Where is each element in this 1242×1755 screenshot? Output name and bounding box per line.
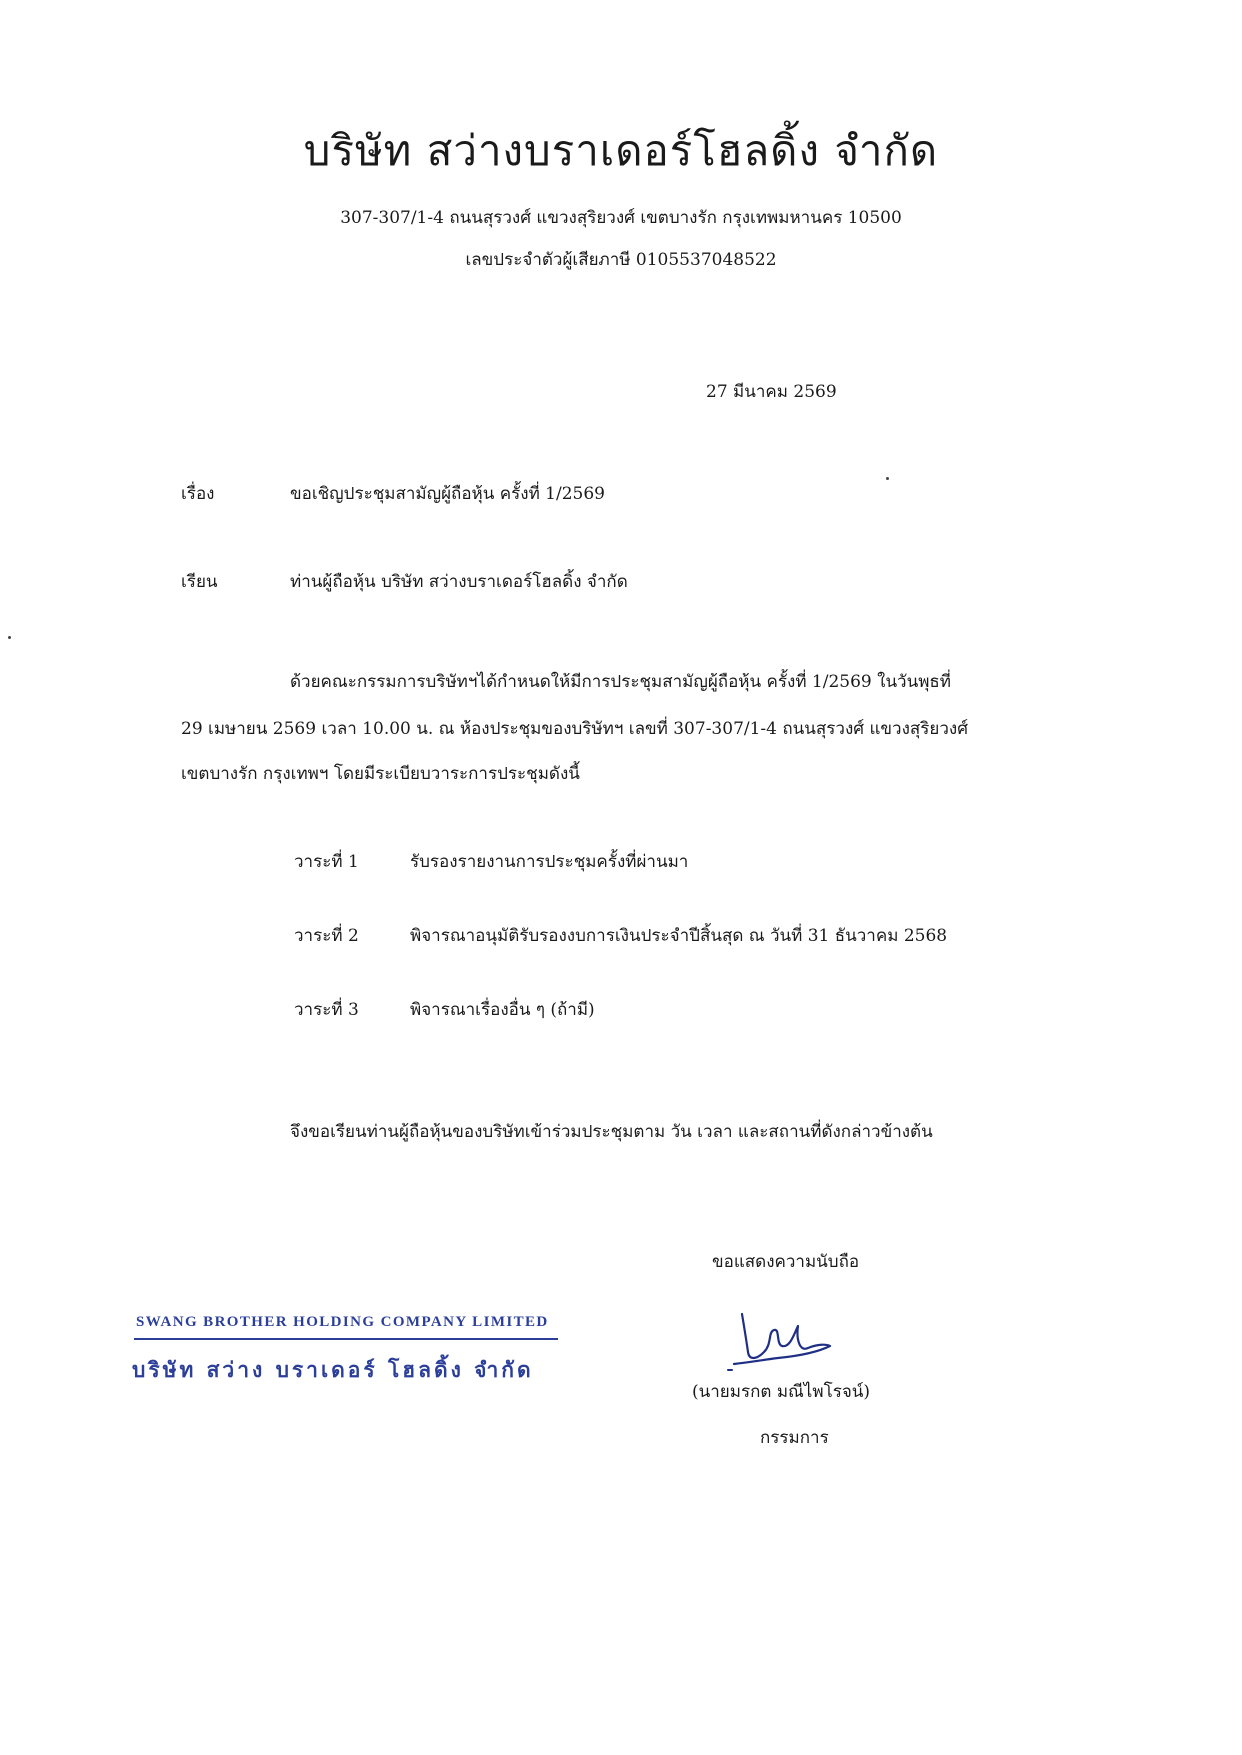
signature-mark <box>722 1304 834 1376</box>
signer-name: (นายมรกต มณีไพโรจน์) <box>692 1382 871 1402</box>
scan-speck <box>8 636 11 639</box>
recipient-value: ท่านผู้ถือหุ้น บริษัท สว่างบราเดอร์โฮลดิ้ง จำกัด <box>290 572 628 592</box>
agenda-text: รับรองรายงานการประชุมครั้งที่ผ่านมา <box>410 852 689 872</box>
subject-value: ขอเชิญประชุมสามัญผู้ถือหุ้น ครั้งที่ 1/2569 <box>290 484 605 504</box>
company-name: บริษัท สว่างบราเดอร์โฮลดิ้ง จำกัด <box>303 126 939 175</box>
company-address: 307-307/1-4 ถนนสุรวงศ์ แขวงสุริยวงศ์ เขตบางรัก กรุงเทพมหานคร 10500 <box>340 208 902 228</box>
agenda-number: วาระที่ 2 <box>294 926 359 946</box>
scan-speck <box>886 477 889 480</box>
closing-paragraph: จึงขอเรียนท่านผู้ถือหุ้นของบริษัทเข้าร่วมประชุมตาม วัน เวลา และสถานที่ดังกล่าวข้างต้น <box>290 1122 933 1142</box>
agenda-number: วาระที่ 3 <box>294 1000 359 1020</box>
body-line-3: เขตบางรัก กรุงเทพฯ โดยมีระเบียบวาระการประชุมดังนี้ <box>181 764 580 784</box>
agenda-text: พิจารณาเรื่องอื่น ๆ (ถ้ามี) <box>410 1000 595 1020</box>
recipient-label: เรียน <box>181 572 218 592</box>
tax-id: เลขประจำตัวผู้เสียภาษี 0105537048522 <box>465 250 777 270</box>
body-line-2: 29 เมษายน 2569 เวลา 10.00 น. ณ ห้องประชุมของบริษัทฯ เลขที่ 307-307/1-4 ถนนสุรวงศ์ แขวงสุริยวงศ์ <box>181 719 969 739</box>
body-line-1: ด้วยคณะกรรมการบริษัทฯได้กำหนดให้มีการประชุมสามัญผู้ถือหุ้น ครั้งที่ 1/2569 ในวันพุธที่ <box>290 672 952 692</box>
subject-label: เรื่อง <box>181 484 215 504</box>
letter-date: 27 มีนาคม 2569 <box>706 382 837 402</box>
regards: ขอแสดงความนับถือ <box>712 1252 860 1272</box>
company-stamp-thai: บริษัท สว่าง บราเดอร์ โฮลดิ้ง จำกัด <box>132 1357 534 1382</box>
company-stamp-divider <box>134 1338 558 1340</box>
signer-title: กรรมการ <box>760 1428 829 1448</box>
agenda-text: พิจารณาอนุมัติรับรองงบการเงินประจำปีสิ้นสุด ณ วันที่ 31 ธันวาคม 2568 <box>410 926 948 946</box>
agenda-number: วาระที่ 1 <box>294 852 359 872</box>
company-stamp-english: SWANG BROTHER HOLDING COMPANY LIMITED <box>136 1314 549 1330</box>
